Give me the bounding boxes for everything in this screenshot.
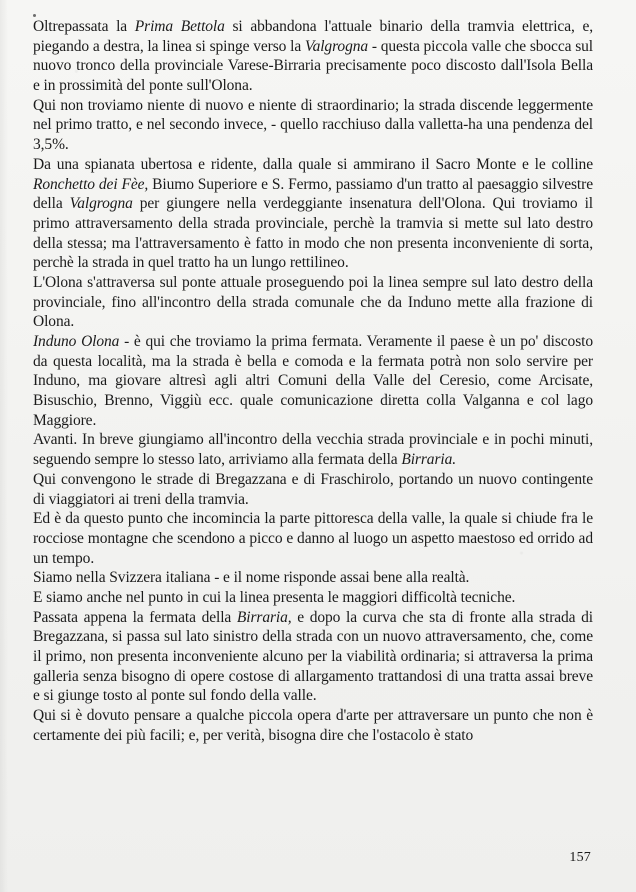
italic-place-name: Birraria, xyxy=(236,608,292,626)
paragraph xyxy=(33,273,593,332)
text-run: Qui convengono le strade di Bregazzana e di Fraschirolo, portando un nuovo contingente di viaggiatori ai treni della tramvia. xyxy=(33,470,593,508)
italic-place-name: Valgrogna xyxy=(304,37,369,55)
text-run: Oltrepassata la xyxy=(33,18,135,35)
paragraph xyxy=(33,332,593,430)
body-text xyxy=(33,17,593,745)
text-run: e dopo la curva che sta di fronte alla strada di Bregazzana, si passa sul lato sinistro della strada con un nuovo attraversamento, che, come il primo, non presenta inconveniente alcuno per la viabilità ordinaria; si attraversa la prima galleria senza bisogno di opere costose di allargamento trattandosi di una tratta assai breve e si giunge tosto al ponte sul fondo della valle. xyxy=(33,608,594,705)
italic-place-name: Prima Bettola xyxy=(134,18,225,35)
paragraph xyxy=(33,608,593,706)
text-run: Qui non troviamo niente di nuovo e niente di straordinario; la strada discende leggermente nel primo tratto, e nel secondo invece, - quello racchiuso dalla valletta-ha una pendenza del 3,5%. xyxy=(33,96,593,154)
paragraph xyxy=(33,509,593,568)
paragraph xyxy=(33,568,593,588)
text-run: - questa piccola valle che sbocca sul nuovo tronco della provinciale Varese-Birraria precisamente poco discosto dall'Isola Bella e in prossimità del ponte sull'Olona. xyxy=(33,37,593,95)
paragraph xyxy=(33,470,593,509)
text-run: Siamo nella Svizzera italiana - e il nome risponde assai bene alla realtà. xyxy=(33,569,470,587)
italic-place-name: Ronchetto dei Fèe, xyxy=(33,175,149,193)
paragraph xyxy=(33,430,593,469)
text-run: si abbandona l'attuale binario della tramvia elettrica, e, piegando a destra, la linea si spinge verso la xyxy=(33,18,594,55)
page-number: 157 xyxy=(569,850,591,865)
paragraph xyxy=(33,706,593,745)
paragraph xyxy=(33,17,593,96)
text-run: Qui si è dovuto pensare a qualche piccola opera d'arte per attraversare un punto che non è certamente dei più facili; e, per verità, bisogna dire che l'ostacolo è stato xyxy=(33,707,593,744)
paragraph xyxy=(33,588,593,608)
text-run: E siamo anche nel punto in cui la linea presenta le maggiori difficoltà tecniche. xyxy=(33,588,516,606)
text-run: Da una spianata ubertosa e ridente, dalla quale si ammirano il Sacro Monte e le colline xyxy=(33,155,593,173)
text-run: L'Olona s'attraversa sul ponte attuale proseguendo poi la linea sempre sul lato destro della provinciale, fino all'incontro della strada comunale che da Induno mette alla frazione di Olona. xyxy=(33,273,593,331)
paragraph xyxy=(33,96,593,155)
text-run: Ed è da questo punto che incomincia la parte pittoresca della valle, la quale si chiude fra le rocciose montagne che scendono a picco e danno al luogo un aspetto maestoso ed orrido ad un tempo. xyxy=(33,510,593,567)
italic-place-name: Valgrogna xyxy=(69,195,133,213)
italic-place-name: Birraria. xyxy=(401,451,457,469)
italic-place-name: Induno Olona xyxy=(33,333,120,350)
text-run: Avanti. In breve giungiamo all'incontro della vecchia strada provinciale e in pochi minuti, seguendo sempre lo stesso lato, arriviamo alla fermata della xyxy=(33,431,593,469)
text-run: - è qui che troviamo la prima fermata. Veramente il paese è un po' discosto da questa località, ma la strada è bella e comoda e la fermata potrà non solo servire per Induno, ma giovare altresì agli altri Comuni della Valle del Ceresio, come Arcisate, Bisuschio, Brenno, Viggiù ecc. quale comunicazione diretta colla Valganna e col lago Maggiore. xyxy=(33,333,593,429)
text-run: Passata appena la fermata della xyxy=(33,608,237,626)
page-edge-shadow xyxy=(0,0,8,892)
paragraph xyxy=(33,155,593,273)
text-run: per giungere nella verdeggiante insenatura dell'Olona. Qui troviamo il primo attraversamento della strada provinciale, perchè la tramvia si mette sul lato destro della stessa; ma l'attraversamento è fatto in modo che non presenta inconveniente di sorta, perchè la strada in quel tratto ha un lungo rettilineo. xyxy=(33,195,593,272)
text-run: Biumo Superiore e S. Fermo, passiamo d'un tratto al paesaggio silvestre della xyxy=(33,175,593,213)
